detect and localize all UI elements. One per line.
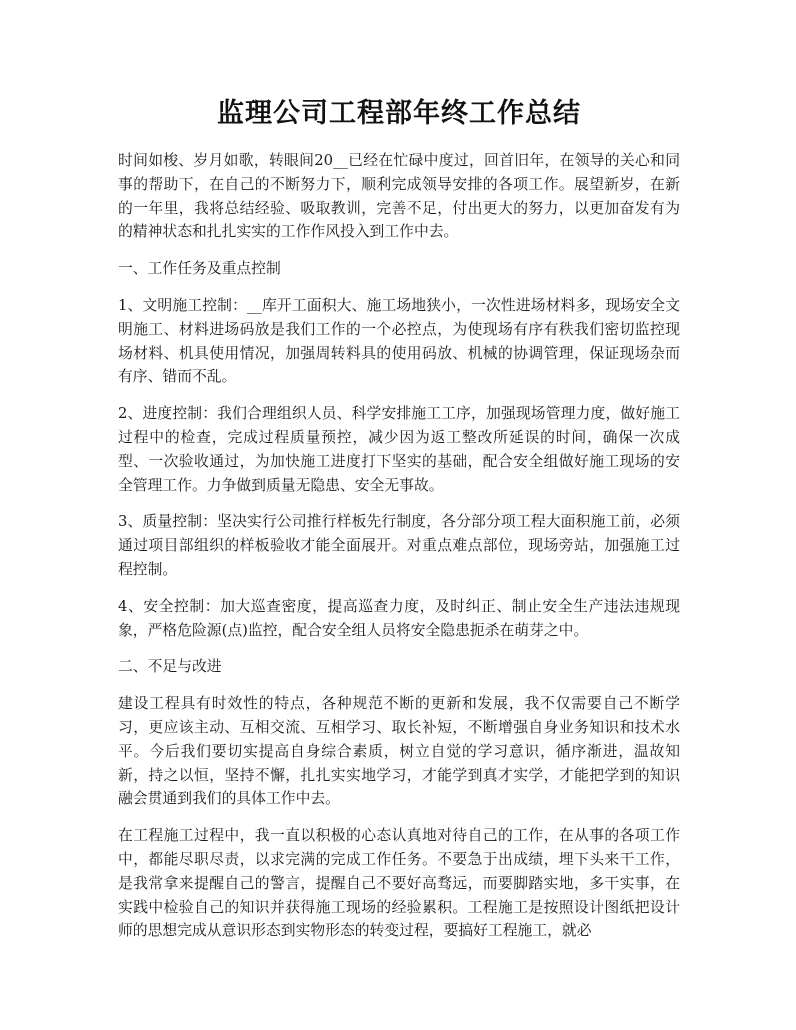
paragraph-civilized-construction: 1、文明施工控制：__库开工面积大、施工场地狭小，一次性进场材料多，现场安全文明施工、材料进场码放是我们工作的一个必控点，为使现场有序有秩我们密切监控现场材料、机具使用情况，加强周转料具的使用码放、机械的协调管理，保证现场杂而有序、错而不乱。 — [118, 296, 680, 386]
paragraph-quality-control: 3、质量控制：坚决实行公司推行样板先行制度，各分部分项工程大面积施工前，必须通过项目部组织的样板验收才能全面展开。对重点难点部位，现场旁站，加强施工过程控制。 — [118, 513, 680, 578]
paragraph-safety-control: 4、安全控制：加大巡查密度，提高巡查力度，及时纠正、制止安全生产违法违规现象，严格危险源(点)监控，配合安全组人员将安全隐患扼杀在萌芽之中。 — [118, 597, 680, 639]
paragraph-progress-control: 2、进度控制：我们合理组织人员、科学安排施工工序，加强现场管理力度，做好施工过程中的检查，完成过程质量预控，减少因为返工整改所延误的时间，确保一次成型、一次验收通过，为加快施工进度打下坚实的基础，配合安全组做好施工现场的安全管理工作。力争做到质量无隐患、安全无事故。 — [118, 405, 680, 494]
document-page — [118, 0, 680, 943]
intro-paragraph: 时间如梭、岁月如歌，转眼间20__已经在忙碌中度过，回首旧年，在领导的关心和同事的帮助下，在自己的不断努力下，顺利完成领导安排的各项工作。展望新岁，在新的一年里，我将总结经验、吸取教训，完善不足，付出更大的努力，以更加奋发有为的精神状态和扎扎实实的工作作风投入到工作中去。 — [118, 152, 680, 241]
section-heading-tasks: 一、工作任务及重点控制 — [118, 260, 281, 278]
paragraph-work-attitude: 在工程施工过程中，我一直以积极的心态认真地对待自己的工作，在从事的各项工作中，都能尽职尽责，以求完满的完成工作任务。不要急于出成绩，埋下头来干工作，是我常拿来提醒自己的警言，提醒自己不要好高骛远，而要脚踏实地，多干实事，在实践中检验自己的知识并获得施工现场的经验累积。工程施工是按照设计图纸把设计师的思想完成从意识形态到实物形态的转变过程，要搞好工程施工，就必 — [118, 827, 680, 940]
document-title: 监理公司工程部年终工作总结 — [217, 98, 581, 129]
section-heading-improvement: 二、不足与改进 — [118, 658, 222, 676]
paragraph-learning: 建设工程具有时效性的特点，各种规范不断的更新和发展，我不仅需要自己不断学习，更应该主动、互相交流、互相学习、取长补短，不断增强自身业务知识和技术水平。今后我们要切实提高自身综合素质，树立自觉的学习意识，循序渐进，温故知新，持之以恒，坚持不懈，扎扎实实地学习，才能学到真才实学，才能把学到的知识融会贯通到我们的具体工作中去。 — [118, 695, 680, 808]
